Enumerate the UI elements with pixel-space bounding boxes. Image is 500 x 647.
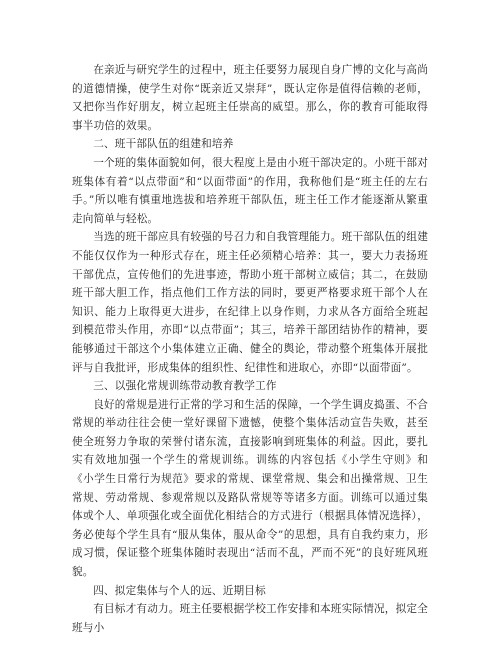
section-heading-goals: 四、拟定集体与个人的远、近期目标 [93,584,266,597]
paragraph-cadre-role: 一个班的集体面貌如何，很大程度上是由小班干部决定的。小班干部对班集体有着“以点带面”和“以面带面”的作用，我称他们是“班主任的左右手。”所以唯有慎重地选拔和培养班干部队伍，班主任工作才能逐渐从繁重走向简单与轻松。 [72,156,428,225]
paragraph-goals: 有目标才有动力。班主任要根据学校工作安排和本班实际情况，拟定全班与小 [72,603,428,634]
paragraph-teacher-prestige: 在亲近与研究学生的过程中，班主任要努力展现自身广博的文化与高尚的道德情操，使学生对你“既亲近又崇拜”，既认定你是值得信赖的老师，又把你当作好朋友，树立起班主任崇高的威望。那么，你的教育可能取得事半功倍的效果。 [72,64,428,132]
paragraph-cadre-training: 当选的班干部应具有较强的号召力和自我管理能力。班干部队伍的组建不能仅仅作为一种形式存在，班主任必须精心培养：其一，要大力表扬班干部优点，宣传他们的先进事迹，帮助小班干部树立威信；其二，在鼓励班干部大胆工作，指点他们工作方法的同时，要更严格要求班干部个人在知识、能力上取得更大进步，在纪律上以身作则，力求从各方面给全班起到模范带头作用，亦即“以点带面”；其三，培养干部团结协作的精神，要能够通过干部这个小集体建立正确、健全的舆论，带动整个班集体开展批评与自我批评，形成集体的组织性、纪律性和进取心，亦即“以面带面”。 [72,231,428,374]
section-heading-routine-training: 三、以强化常规训练带动教育教学工作 [93,380,277,393]
section-heading-class-cadres: 二、班干部队伍的组建和培养 [93,138,234,151]
paragraph-routine-training: 良好的常规是进行正常的学习和生活的保障，一个学生调皮捣蛋、不合常规的举动往往会使一堂好课留下遗憾，使整个集体活动宣告失败，甚至使全班努力争取的荣誉付诸东流，直接影响到班集体的利益。因此，要扎实有效地加强一个学生的常规训练。训练的内容包括《小学生守则》和《小学生日常行为规范》要求的常规、课堂常规、集会和出操常规、卫生常规、劳动常规、参观常规以及路队常规等等诸多方面。训练可以通过集体或个人、单项强化或全面优化相结合的方式进行（根据具体情况选择），务必使每个学生具有“服从集体，服从命令”的思想，具有自我约束力，形成习惯，保证整个班集体随时表现出“活而不乱，严而不死”的良好班风班貌。 [72,398,428,579]
document-body [72,61,428,637]
